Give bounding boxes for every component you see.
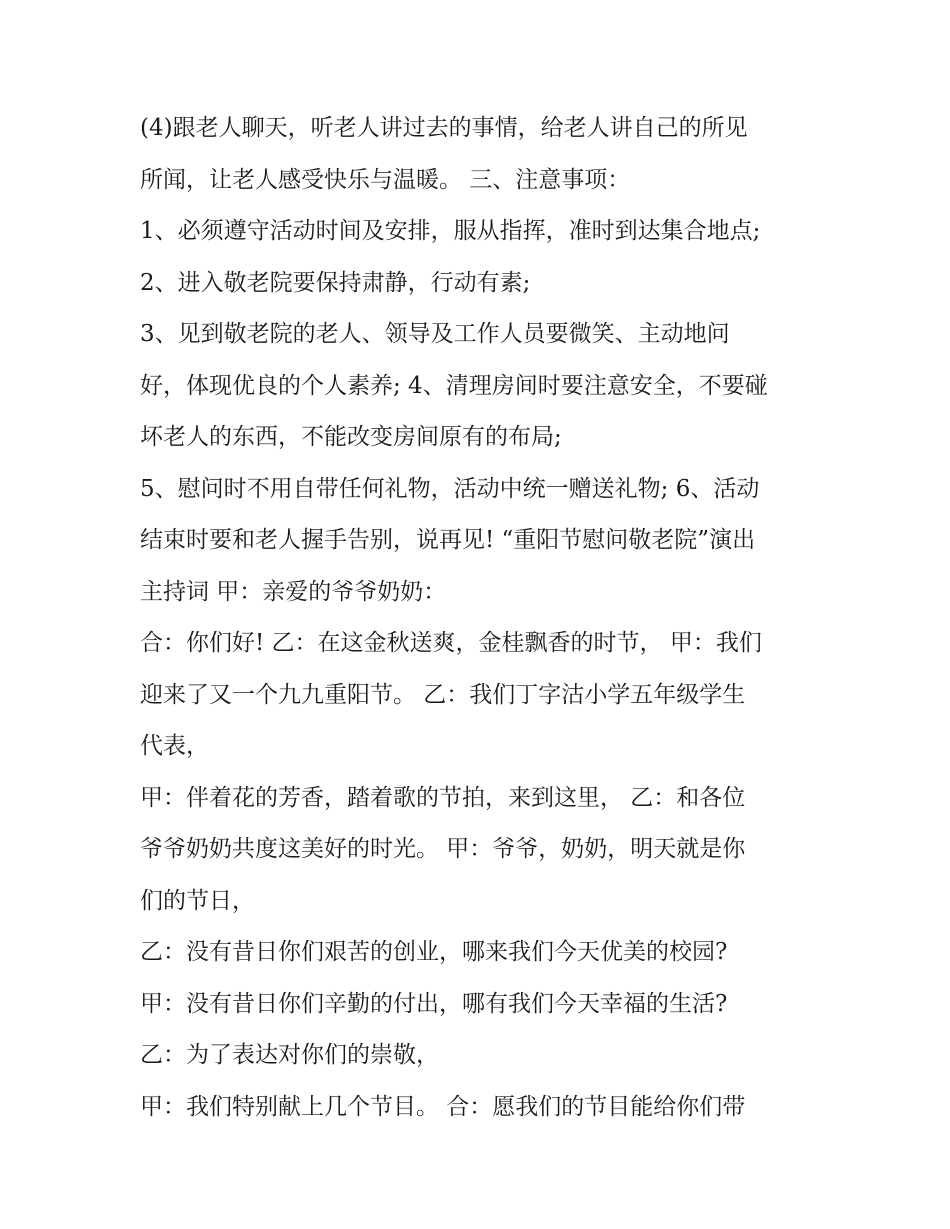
text-line-17: 乙：没有昔日你们艰苦的创业，哪来我们今天优美的校园? [140, 939, 728, 965]
text-line-10: 主持词 甲：亲爱的爷爷奶奶： [140, 578, 447, 605]
text-line-16: 们的节日， [140, 887, 255, 914]
text-line-6: 好，体现优良的个人素养; 4、清理房间时要注意安全，不要碰 [140, 372, 768, 399]
text-line-2: 所闻，让老人感受快乐与温暖。 三、注意事项： [140, 166, 631, 193]
text-line-7: 坏老人的东西，不能改变房间原有的布局; [140, 424, 562, 450]
document-body [140, 103, 830, 1133]
text-line-3: 1、必须遵守活动时间及安排，服从指挥，准时到达集合地点; [140, 218, 761, 244]
text-line-20: 甲：我们特别献上几个节目。 合：愿我们的节目能给你们带 [140, 1093, 746, 1120]
text-line-4: 2、进入敬老院要保持肃静，行动有素; [140, 269, 531, 296]
text-line-12: 迎来了又一个九九重阳节。 乙：我们丁字沽小学五年级学生 [140, 681, 746, 708]
text-line-14: 甲：伴着花的芳香，踏着歌的节拍，来到这里， 乙：和各位 [140, 784, 746, 811]
text-line-5: 3、见到敬老院的老人、领导及工作人员要微笑、主动地问 [140, 321, 730, 347]
text-line-13: 代表， [140, 733, 209, 759]
text-line-11: 合：你们好! 乙：在这金秋送爽，金桂飘香的时节， 甲：我们 [140, 630, 762, 656]
text-line-8: 5、慰问时不用自带任何礼物，活动中统一赠送礼物; 6、活动 [140, 475, 760, 502]
text-line-9: 结束时要和老人握手告别，说再见! “重阳节慰问敬老院”演出 [140, 527, 756, 553]
text-line-15: 爷爷奶奶共度这美好的时光。 甲：爷爷，奶奶，明天就是你 [140, 836, 746, 862]
text-line-18: 甲：没有昔日你们辛勤的付出，哪有我们今天幸福的生活? [140, 990, 728, 1017]
text-line-19: 乙：为了表达对你们的崇敬， [140, 1042, 439, 1068]
text-line-1: (4)跟老人聊天，听老人讲过去的事情，给老人讲自己的所见 [140, 115, 748, 141]
